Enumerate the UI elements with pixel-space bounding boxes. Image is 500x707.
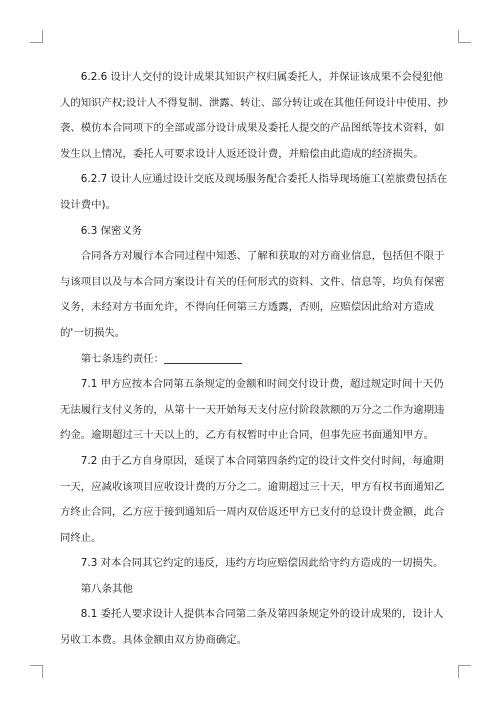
article-7-heading-text: 第七条违约责任： [80,352,164,365]
clause-7-2: 7.2 由于乙方自身原因，延误了本合同第四条约定的设计文件交付时间，每逾期一天，应减收该项目应收设计费的万分之二。逾期超过三十天，甲方有权书面通知乙方终止合同，乙方应于接到通知后一周内双倍返还甲方已支付的总设计费金额，此合同终止。 [60,454,445,544]
article-8-heading: 第八条其他 [80,582,133,595]
clause-6-2-7: 6.2.7 设计人应通过设计交底及现场服务配合委托人指导现场施工(差旅费包括在设计费中)。 [60,173,448,211]
crop-mark-bottom-left [30,665,43,678]
crop-mark-bottom-right [458,665,471,678]
document-page [60,65,450,654]
confidentiality-paragraph: 合同各方对履行本合同过程中知悉、了解和获取的对方商业信息，包括但不限于与该项目以及与本合同方案设计有关的任何形式的资料、文件、信息等，均负有保密义务，未经对方书面允许，不得向任何第三方透露，否则，应赔偿因此给对方造成的'一切损失。 [60,250,445,339]
clause-6-2-6: 6.2.6 设计人交付的设计成果其知识产权归属委托人，并保证该成果不会侵犯他人的知识产权;设计人不得复制、泄露、转让、部分转让或在其他任何设计中使用、抄袭、模仿本合同项下的全部或部分设计成果及委托人提交的产品图纸等技术资料，如发生以上情况，委托人可要求设计人返还设计费，并赔偿由此造成的经济损失。 [60,71,448,160]
clause-7-3: 7.3 对本合同其它约定的违反，违约方均应赔偿因此给守约方造成的一切损失。 [80,557,444,570]
clause-7-1: 7.1 甲方应按本合同第五条规定的金额和时间交付设计费，超过规定时间十天仍无法履行支付义务的，从第十一天开始每天支付应付阶段款额的万分之二作为逾期违约金。逾期超过三十天以上的，乙方有权暂时中止合同，但事先应书面通知甲方。 [60,378,445,442]
article-7-heading [60,347,450,373]
section-heading-6-3: 6.3 保密义务 [80,224,143,237]
crop-mark-top-right [458,30,471,43]
fill-in-blank-line[interactable] [164,351,242,364]
clause-8-1: 8.1 委托人要求设计人提供本合同第二条及第四条规定外的设计成果的，设计人另收工本费。具体金额由双方协商确定。 [60,608,444,647]
crop-mark-top-left [30,30,43,43]
